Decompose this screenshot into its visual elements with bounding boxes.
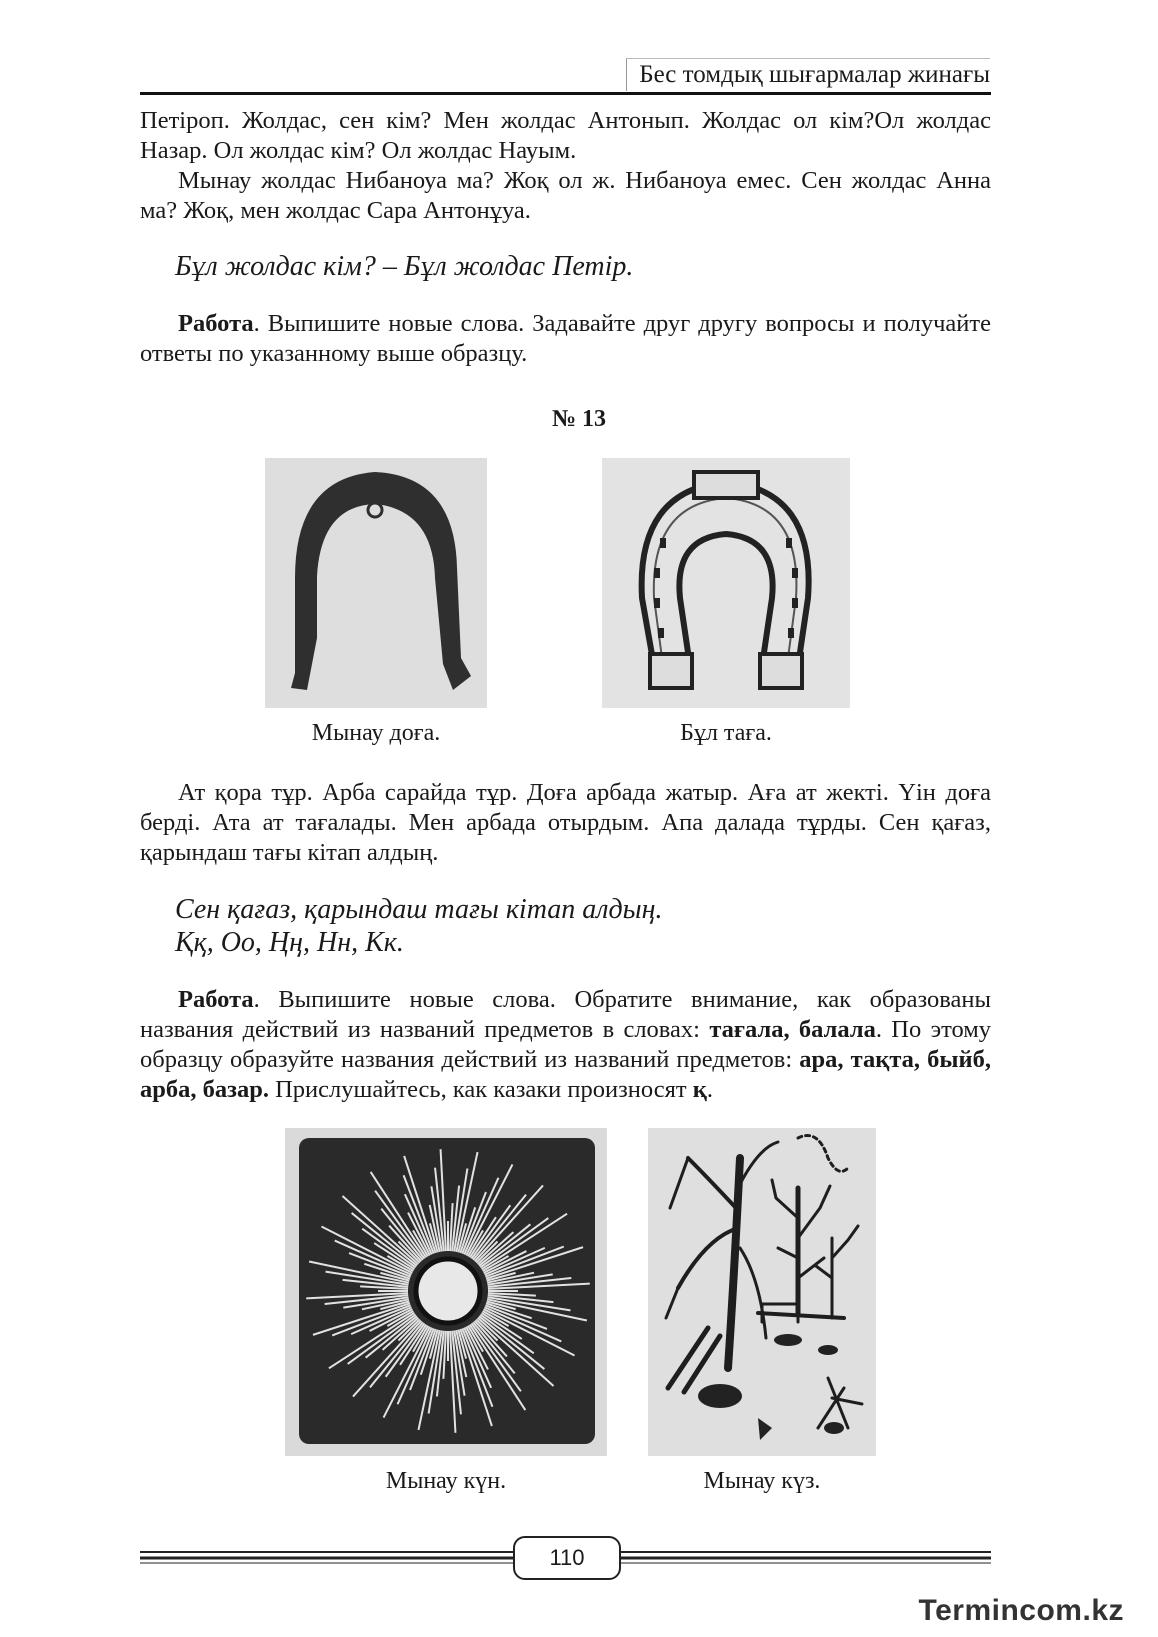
arc-illustration	[265, 458, 487, 708]
sun-caption: Мынау күн.	[385, 1468, 507, 1494]
page-number: 110	[513, 1536, 621, 1580]
exercise-1-label: Работа	[178, 310, 254, 337]
exercise-1-text: . Выпишите новые слова. Задавайте друг другу вопросы и получайте ответы по указанному выше образцу.	[140, 310, 991, 367]
running-header	[140, 56, 990, 92]
arc-figure	[265, 458, 487, 708]
site-watermark: Termincom.kz	[918, 1594, 1124, 1627]
exercise-2-bold-3: қ	[692, 1076, 707, 1103]
exercise-1	[140, 309, 991, 369]
exercise-2	[140, 985, 991, 1105]
horseshoe-illustration	[602, 458, 850, 708]
sun-illustration	[285, 1128, 607, 1456]
text-block-2	[140, 778, 991, 868]
exercise-2-bold-1: тағала, балала	[709, 1016, 876, 1043]
text-block-1	[140, 106, 991, 226]
paragraph-2: Мынау жолдас Нибаноуа ма? Жоқ ол ж. Нибаноуа емес. Сен жолдас Анна ма? Жоқ, мен жолдас Сара Антонұуа.	[140, 167, 991, 224]
autumn-caption: Мынау күз.	[703, 1468, 821, 1494]
arc-caption: Мынау доға.	[311, 720, 441, 746]
exercise-2-text-3: Прислушайтесь, как казаки произносят	[268, 1076, 693, 1103]
exercise-2-text-1: . Выпишите новые слова. Обратите внимание, как образованы названия действий из названий предметов в словах:	[140, 986, 991, 1043]
italic-example-2	[175, 893, 975, 959]
header-rule	[140, 92, 991, 95]
horseshoe-caption: Бұл таға.	[680, 720, 772, 746]
paragraph-3: Ат қора тұр. Арба сарайда тұр. Доға арбада жатыр. Аға ат жекті. Үін доға берді. Ата ат тағалады. Мен арбада отырдым. Апа далада тұрды. Сен қағаз, қарындаш тағы кітап алдың.	[140, 779, 991, 866]
autumn-illustration	[648, 1128, 876, 1456]
italic-example-2-line-1: Сен қағаз, қарындаш тағы кітап алдың.	[175, 894, 663, 925]
exercise-2-text-4: .	[706, 1076, 713, 1103]
autumn-figure	[648, 1128, 876, 1456]
horseshoe-figure	[602, 458, 850, 708]
sun-figure	[285, 1128, 607, 1456]
exercise-2-text-2: . По этому образцу образуйте названия действий из названий предметов:	[140, 1016, 992, 1073]
paragraph-1: Петіроп. Жолдас, сен кім? Мен жолдас Антонып. Жолдас ол кім?Ол жолдас Назар. Ол жолдас кім? Ол жолдас Науым.	[140, 107, 991, 164]
exercise-2-label: Работа	[178, 986, 254, 1013]
exercise-number: № 13	[551, 406, 607, 432]
italic-example-2-line-2: Ққ, Оо, Ңң, Нн, Кк.	[175, 927, 404, 958]
header-title: Бес томдық шығармалар жинағы	[626, 58, 990, 91]
exercise-2-bold-2: ара, тақта, быйб, арба, базар.	[140, 1046, 992, 1103]
italic-example-1: Бұл жолдас кім? – Бұл жолдас Петір.	[175, 251, 634, 282]
